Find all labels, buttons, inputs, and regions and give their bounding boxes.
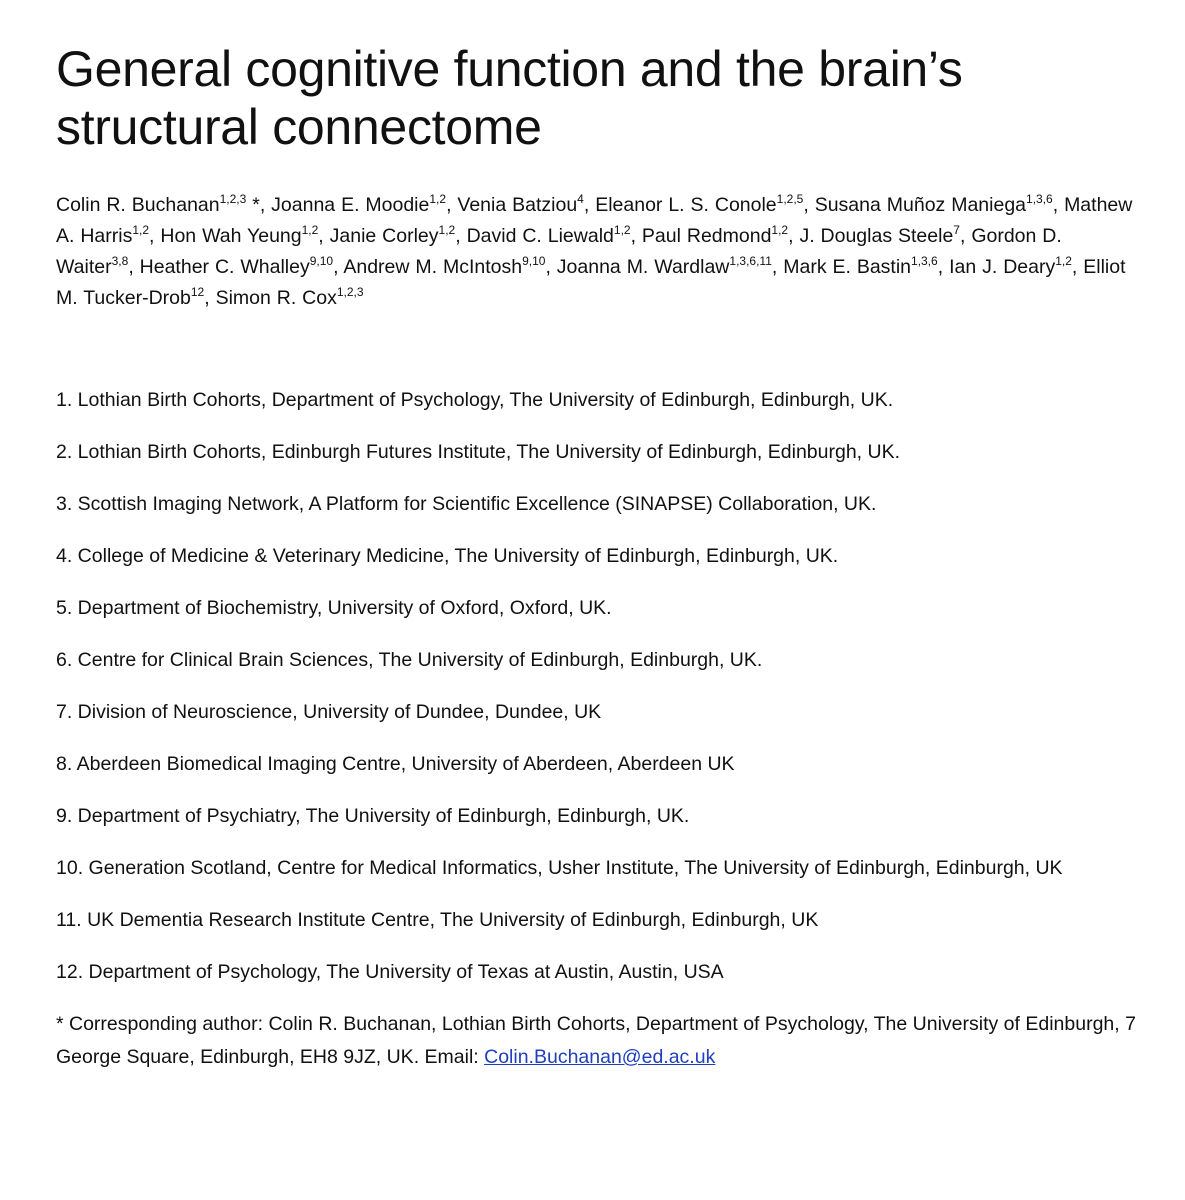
affiliation-item: 9. Department of Psychiatry, The University of Edinburgh, Edinburgh, UK. [56,805,690,827]
affiliation-item: 4. College of Medicine & Veterinary Medicine, The University of Edinburgh, Edinburgh, UK. [56,545,839,567]
author [216,287,364,309]
author-name: Heather C. Whalley [139,256,310,278]
affiliation-list [56,384,1136,989]
author-name: Hon Wah Yeung [160,225,302,247]
author [783,256,938,278]
author-affiliation-sup: 1,2 [771,223,789,237]
author [467,225,631,247]
author-name: Mathew A. Harris [56,194,1133,247]
author-name: Ian J. Deary [949,256,1056,278]
author-name: Mark E. Bastin [783,256,912,278]
affiliation-item: 2. Lothian Birth Cohorts, Edinburgh Futures Institute, The University of Edinburgh, Edinburgh, UK. [56,441,901,463]
author-affiliation-sup: 1,2,3 [336,285,364,299]
author-affiliation-sup: 3,8 [111,254,129,268]
author-affiliation-sup: 1,2,3 [219,192,247,206]
author-name: Elliot M. Tucker-Drob [56,256,1126,309]
author [160,225,318,247]
corresponding-marker: * [246,194,260,216]
corresponding-author-note [56,1008,1136,1074]
affiliation-item: 5. Department of Biochemistry, University of Oxford, Oxford, UK. [56,597,612,619]
author [330,225,456,247]
corresponding-email-link[interactable]: Colin.Buchanan@ed.ac.uk [484,1046,716,1068]
author-affiliation-sup: 7 [953,223,960,237]
author [140,256,333,278]
author-affiliation-sup: 1,2 [613,223,631,237]
author [642,225,788,247]
paper-title: General cognitive function and the brain’s structural connectome [56,41,963,155]
affiliation-item: 10. Generation Scotland, Centre for Medical Informatics, Usher Institute, The University of Edinburgh, Edinburgh, UK [56,857,1063,879]
author-name: Paul Redmond [641,225,772,247]
affiliation-item: 6. Centre for Clinical Brain Sciences, The University of Edinburgh, Edinburgh, UK. [56,649,763,671]
author-name: Andrew M. McIntosh [343,256,523,278]
author [271,194,446,216]
author [799,225,960,247]
author [457,194,583,216]
author-name: Susana Muñoz Maniega [814,194,1027,216]
author-name: Gordon D. Waiter [56,225,1062,278]
author-affiliation-sup: 4 [577,192,584,206]
author-name: Simon R. Cox [215,287,337,309]
author-affiliation-sup: 12 [190,285,205,299]
author-list: Colin R. Buchanan$^{1,2,3}$ *, Joanna E. Moodie$^{1,2}$, Venia Batziou$^4$, Eleanor L. S. Conole$^{1,2,5}$, Susana Muñoz Maniega$^{1,3,6}$, Mathew A. Harris$^{1,2}$, Hon Wah Yeung$^{1,2}$, Janie Corley$^{1,2}$, David C. Liewald$^{1,2}$, Paul Redmond$^{1,2}$, J. Douglas Steele$^7$, Gordon D. Waiter$^{3,8}$, Heather C. Whalley$^{9,10}$, Andrew M. McIntosh$^{9,10}$, Joanna M. Wardlaw$^{1,3,6,11}$, Mark E. Bastin$^{1,3,6}$, Ian J. Deary$^{1,2}$, Elliot M. Tucker-Drob$^{12}$, Simon R. Cox$^{1,2,3}$ [56,192,1133,309]
author-name: Venia Batziou [457,194,578,216]
paper-title-page [56,40,1136,1074]
affiliation-item: 1. Lothian Birth Cohorts, Department of Psychology, The University of Edinburgh, Edinburgh, UK. [56,389,894,411]
author-affiliation-sup: 1,3,6 [1026,192,1053,206]
affiliation-item: 11. UK Dementia Research Institute Centre, The University of Edinburgh, Edinburgh, UK [56,909,819,931]
author-affiliation-sup: 1,2 [438,223,456,237]
author-affiliation-sup: 1,2 [132,223,150,237]
author [557,256,772,278]
affiliation-item: 3. Scottish Imaging Network, A Platform for Scientific Excellence (SINAPSE) Collaboration, UK. [56,493,877,515]
author-name: J. Douglas Steele [799,225,954,247]
author-affiliation-sup: 1,2 [1055,254,1072,268]
corresponding-author-text: * Corresponding author: Colin R. Buchanan, Lothian Birth Cohorts, Department of Psychology, The University of Edinburgh, 7 George Square, Edinburgh, EH8 9JZ, UK. Email: [56,1013,1136,1068]
affiliation-item: 12. Department of Psychology, The University of Texas at Austin, Austin, USA [56,961,724,983]
author-affiliation-sup: 1,3,6,11 [729,254,772,268]
author [815,194,1053,216]
author [949,256,1072,278]
author-affiliation-sup: 1,2 [301,223,319,237]
author-name: Eleanor L. S. Conole [595,194,777,216]
author-name: Colin R. Buchanan [56,194,220,216]
author-affiliation-sup: 9,10 [309,254,334,268]
author [343,256,545,278]
affiliation-item: 7. Division of Neuroscience, University of Dundee, Dundee, UK [56,701,602,723]
author-affiliation-sup: 1,3,6 [911,254,938,268]
author-name: Joanna E. Moodie [271,194,430,216]
author [595,194,803,216]
author-affiliation-sup: 9,10 [522,254,546,268]
author-name: Joanna M. Wardlaw [556,256,730,278]
affiliation-item: 8. Aberdeen Biomedical Imaging Centre, University of Aberdeen, Aberdeen UK [56,753,735,775]
author-affiliation-sup: 1,2 [429,192,447,206]
author-name: David C. Liewald [466,225,614,247]
author-affiliation-sup: 1,2,5 [776,192,804,206]
author [56,194,260,216]
author-name: Janie Corley [329,225,439,247]
